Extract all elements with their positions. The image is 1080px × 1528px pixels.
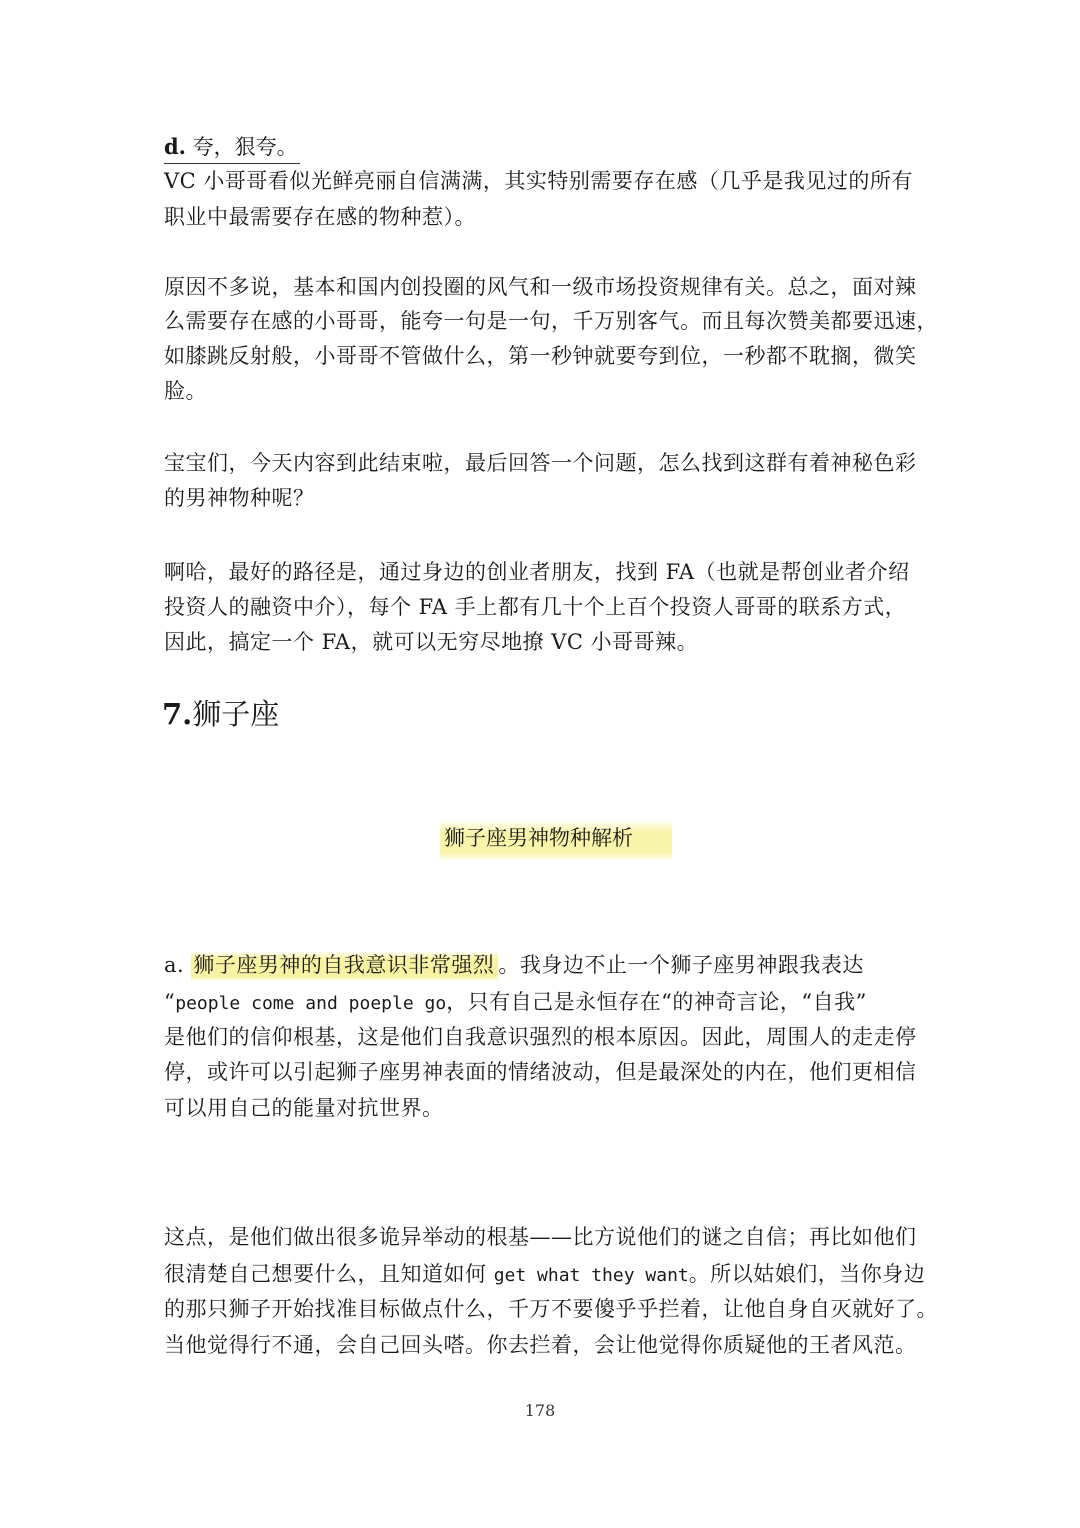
paragraph-line [164, 950, 864, 980]
paragraph-text: 。所以姑娘们，当你身边 [688, 1262, 926, 1286]
paragraph-line: 当他觉得行不通，会自己回头嗒。你去拦着，会让他觉得你质疑他的王者风范。 [164, 1333, 917, 1357]
open-quote: “ [164, 990, 176, 1014]
highlighted-caption: 狮子座男神物种解析 [440, 820, 672, 860]
paragraph-line: 宝宝们，今天内容到此结束啦，最后回答一个问题，怎么找到这群有着神秘色彩 [164, 451, 917, 475]
paragraph-line: VC 小哥哥看似光鲜亮丽自信满满，其实特别需要存在感（几乎是我见过的所有 [164, 169, 913, 193]
paragraph-line: 这点，是他们做出很多诡异举动的根基——比方说他们的谜之自信；再比如他们 [164, 1225, 917, 1249]
paragraph-line: 么需要存在感的小哥哥，能夸一句是一句，千万别客气。而且每次赞美都要迅速， [164, 309, 938, 333]
paragraph-line [164, 987, 867, 1019]
english-quote: people come and poeple go [175, 993, 447, 1014]
paragraph-line: 原因不多说，基本和国内创投圈的风气和一级市场投资规律有关。总之，面对辣 [164, 275, 917, 299]
paragraph-line: 投资人的融资中介），每个 FA 手上都有几十个上百个投资人哥哥的联系方式， [164, 595, 907, 619]
paragraph-line: 的男神物种呢？ [164, 486, 315, 510]
paragraph-text: ，只有自己是永恒存在“的神奇言论，“自我” [446, 990, 867, 1014]
paragraph-line: 是他们的信仰根基，这是他们自我意识强烈的根本原因。因此，周围人的走走停 [164, 1025, 917, 1049]
page-number: 178 [524, 1401, 556, 1420]
sub-heading-text: 夸，狠夸。 [186, 135, 298, 159]
paragraph-line: 脸。 [164, 379, 207, 403]
paragraph-text: 。我身边不止一个狮子座男神跟我表达 [498, 953, 864, 977]
section-title [162, 694, 279, 734]
paragraph-line: 的那只狮子开始找准目标做点什么，千万不要傻乎乎拦着，让他自身自灭就好了。 [164, 1297, 938, 1321]
paragraph-line: 职业中最需要存在感的物种惹）。 [164, 205, 476, 229]
paragraph-text: 很清楚自己想要什么，且知道如何 [164, 1262, 494, 1286]
paragraph-line [164, 1259, 925, 1291]
highlighted-phrase: 狮子座男神的自我意识非常强烈 [191, 951, 498, 981]
english-phrase: get what they want [493, 1265, 689, 1286]
paragraph-line: 可以用自己的能量对抗世界。 [164, 1096, 444, 1120]
section-name: 狮子座 [192, 697, 280, 731]
list-marker: a. [164, 953, 192, 977]
sub-heading-label: d. [164, 134, 186, 159]
paragraph-line: 如膝跳反射般，小哥哥不管做什么，第一秒钟就要夸到位，一秒都不耽搁，微笑 [164, 344, 917, 368]
paragraph-line: 因此，搞定一个 FA，就可以无穷尽地撩 VC 小哥哥辣。 [164, 630, 699, 654]
sub-heading-d [164, 132, 300, 164]
paragraph-line: 停，或许可以引起狮子座男神表面的情绪波动，但是最深处的内在，他们更相信 [164, 1060, 917, 1084]
paragraph-line: 啊哈，最好的路径是，通过身边的创业者朋友，找到 FA（也就是帮创业者介绍 [164, 560, 910, 584]
section-number: 7. [162, 697, 193, 731]
